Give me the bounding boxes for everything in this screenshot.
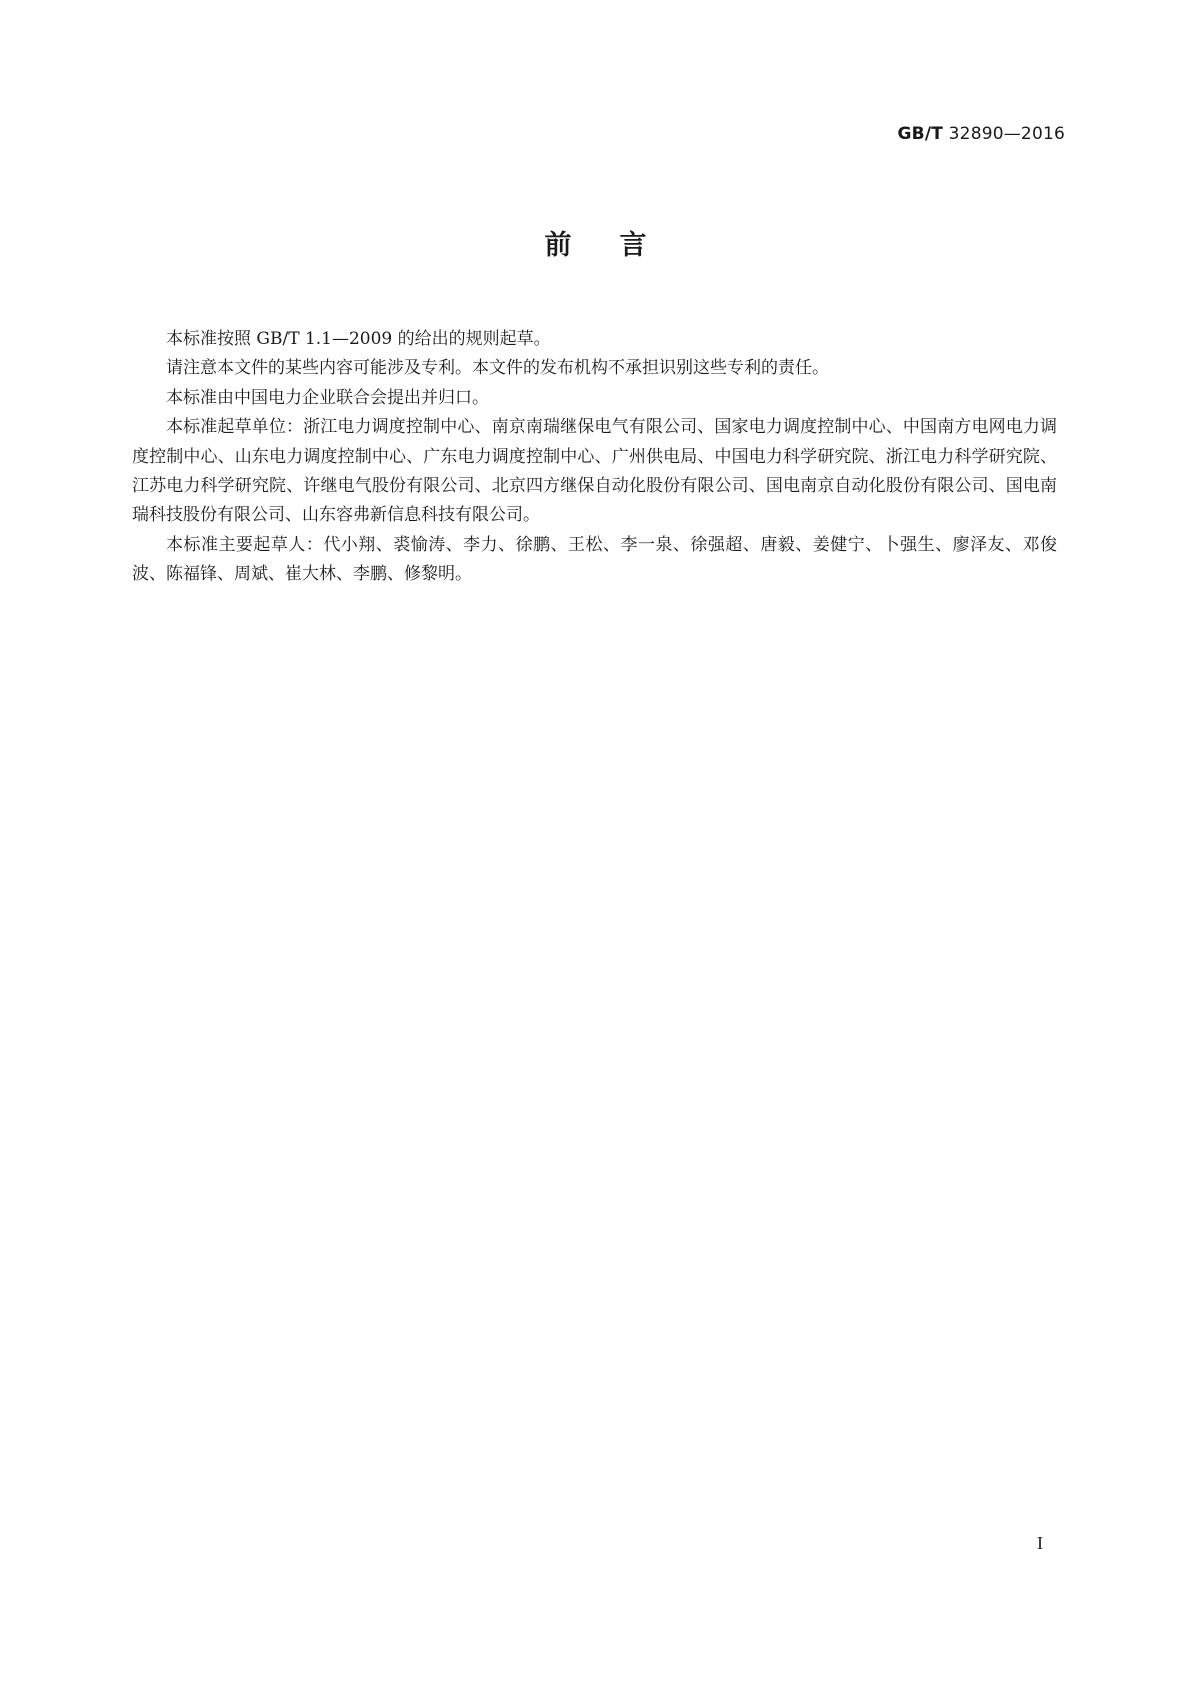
paragraph-proposer: 本标准由中国电力企业联合会提出并归口。 — [166, 387, 489, 408]
standard-number — [898, 124, 1065, 144]
paragraph-drafting-rules: 本标准按照 GB/T 1.1—2009 的给出的规则起草。 — [166, 329, 551, 349]
foreword-body — [132, 325, 1057, 590]
paragraph-drafting-units: 本标准起草单位：浙江电力调度控制中心、南京南瑞继保电气有限公司、国家电力调度控制中心、中国南方电网电力调度控制中心、山东电力调度控制中心、广东电力调度控制中心、广州供电局、中国电力科学研究院、浙江电力科学研究院、江苏电力科学研究院、许继电气股份有限公司、北京四方继保自动化股份有限公司、国电南京自动化股份有限公司、国电南瑞科技股份有限公司、山东容弗新信息科技有限公司。 — [132, 417, 1057, 526]
paragraph-patent-notice: 请注意本文件的某些内容可能涉及专利。本文件的发布机构不承担识别这些专利的责任。 — [166, 358, 829, 379]
standard-prefix: GB/T — [897, 124, 944, 144]
standard-code: 32890—2016 — [948, 124, 1065, 144]
page-number: I — [1037, 1533, 1043, 1553]
paragraph-drafters: 本标准主要起草人：代小翔、裘愉涛、李力、徐鹏、王松、李一泉、徐强超、唐毅、姜健宁、卜强生、廖泽友、邓俊波、陈福锋、周斌、崔大林、李鹏、修黎明。 — [132, 534, 1057, 585]
page-title: 前言 — [544, 230, 695, 261]
